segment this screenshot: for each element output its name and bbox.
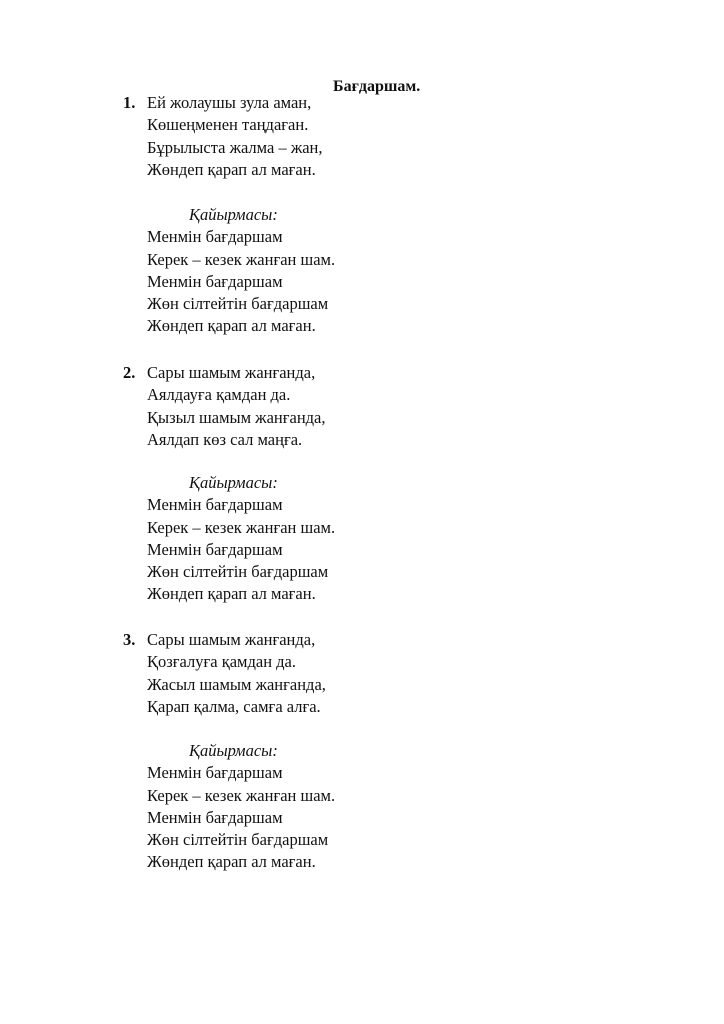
verse-line: Көшеңменен таңдаған.	[147, 115, 309, 135]
chorus-line: Жөндеп қарап ал маған.	[147, 852, 316, 872]
verse-number: 1.	[123, 93, 136, 112]
chorus-line: Жөн сілтейтін бағдаршам	[147, 294, 329, 314]
verse-line: Аялдап көз сал маңға.	[147, 429, 303, 449]
verse-line: Қызыл шамым жанғанда,	[147, 407, 326, 427]
chorus-3	[147, 740, 335, 874]
verse-1	[123, 92, 323, 181]
chorus-line: Жөндеп қарап ал маған.	[147, 584, 316, 604]
chorus-label: Қайырмасы:	[189, 741, 278, 760]
verse-line: Аялдауға қамдан да.	[147, 385, 291, 405]
chorus-line: Менмін бағдаршам	[147, 539, 283, 559]
verse-line: Жасыл шамым жанғанда,	[147, 674, 326, 694]
chorus-line: Керек – кезек жанған шам.	[147, 517, 336, 537]
chorus-label: Қайырмасы:	[189, 473, 278, 492]
chorus-line: Жөндеп қарап ал маған.	[147, 316, 316, 336]
verse-line: Сары шамым жанғанда,	[147, 630, 316, 649]
chorus-line: Менмін бағдаршам	[147, 807, 283, 827]
chorus-1	[147, 204, 335, 338]
chorus-2	[147, 472, 335, 606]
chorus-line: Менмін бағдаршам	[147, 227, 283, 247]
verse-line: Бұрылыста жалма – жан,	[147, 137, 323, 157]
chorus-line: Менмін бағдаршам	[147, 763, 283, 783]
verse-line: Ей жолаушы зула аман,	[147, 93, 312, 112]
verse-3	[123, 629, 326, 718]
verse-line: Жөндеп қарап ал маған.	[147, 159, 316, 179]
chorus-line: Керек – кезек жанған шам.	[147, 785, 336, 805]
verse-number: 2.	[123, 363, 136, 382]
verse-line: Қозғалуға қамдан да.	[147, 652, 297, 672]
verse-2	[123, 362, 326, 451]
chorus-line: Керек – кезек жанған шам.	[147, 249, 336, 269]
chorus-line: Менмін бағдаршам	[147, 271, 283, 291]
chorus-line: Жөн сілтейтін бағдаршам	[147, 562, 329, 582]
verse-line: Сары шамым жанғанда,	[147, 363, 316, 382]
verse-number: 3.	[123, 630, 136, 649]
chorus-line: Менмін бағдаршам	[147, 495, 283, 515]
chorus-label: Қайырмасы:	[189, 205, 278, 224]
verse-line: Қарап қалма, самға алға.	[147, 696, 321, 716]
song-title: Бағдаршам.	[333, 78, 421, 95]
chorus-line: Жөн сілтейтін бағдаршам	[147, 830, 329, 850]
